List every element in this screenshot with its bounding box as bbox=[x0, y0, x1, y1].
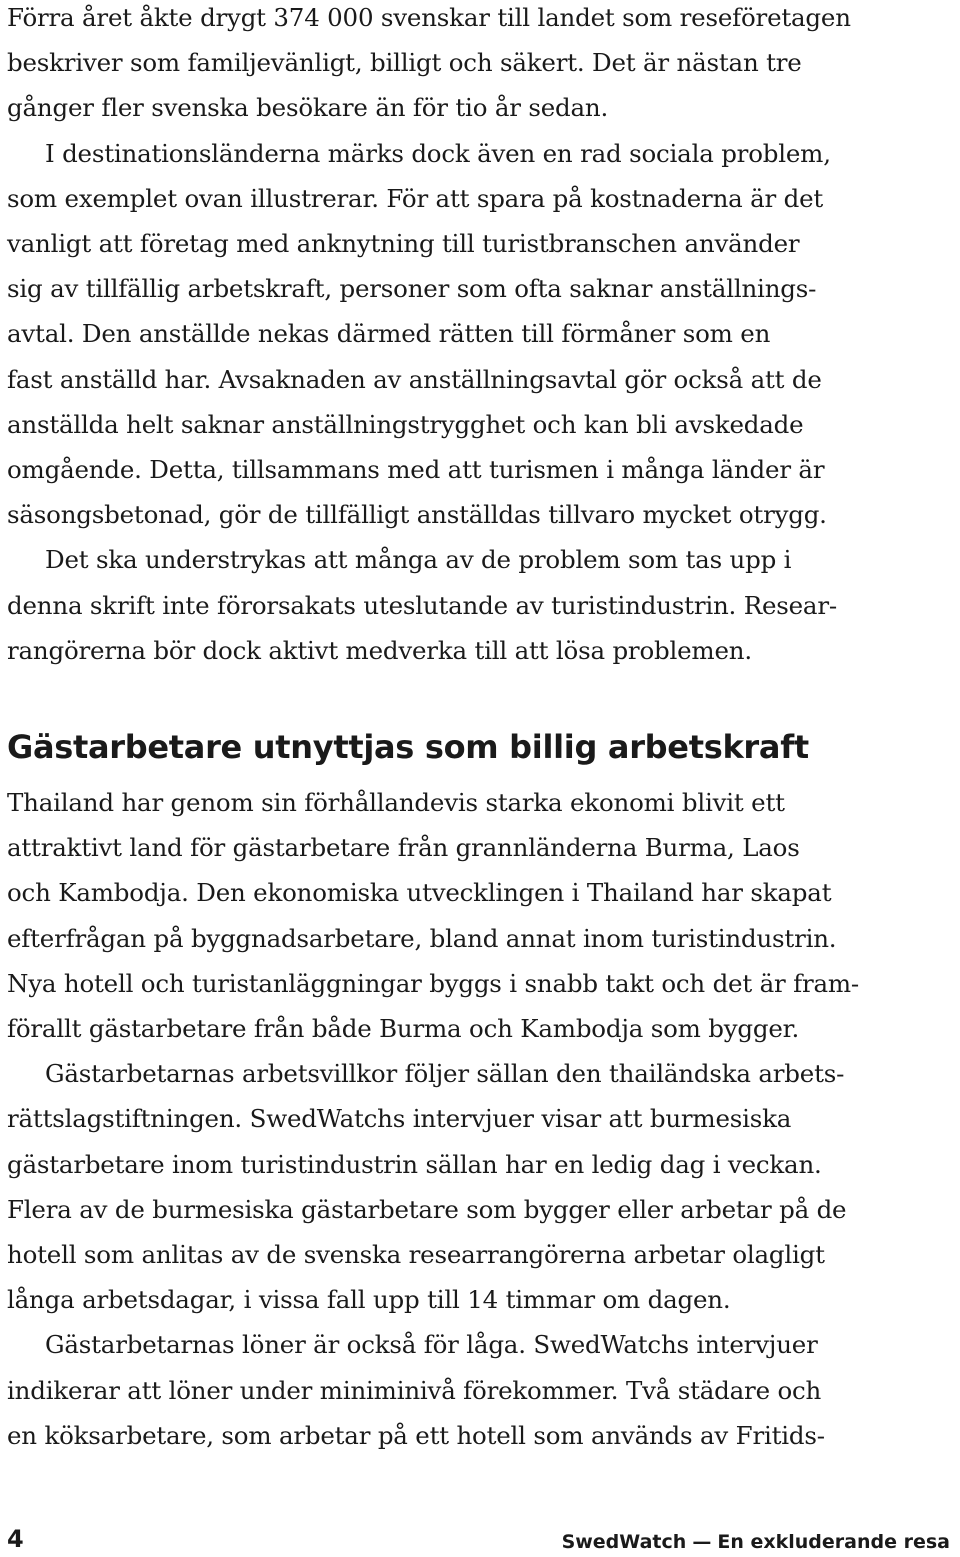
text-line: indikerar att löner under miniminivå förekommer. Två städare och bbox=[7, 1375, 822, 1405]
text-line: rättslagstiftningen. SwedWatchs intervjuer visar att burmesiska bbox=[7, 1104, 792, 1134]
text-line: rangörerna bör dock aktivt medverka till att lösa problemen. bbox=[7, 635, 752, 665]
page-number: 4 bbox=[7, 1525, 24, 1553]
paragraph bbox=[7, 537, 947, 673]
guest-workers-section bbox=[7, 780, 947, 1458]
text-line: vanligt att företag med anknytning till turistbranschen använder bbox=[7, 229, 800, 259]
text-line: säsongsbetonad, gör de tillfälligt anställdas tillvaro mycket otrygg. bbox=[7, 500, 827, 530]
intro-section bbox=[7, 0, 947, 673]
text-line: Gästarbetarnas löner är också för låga. SwedWatchs intervjuer bbox=[45, 1330, 818, 1360]
text-line: fast anställd har. Avsaknaden av anställningsavtal gör också att de bbox=[7, 364, 822, 394]
paragraph bbox=[7, 780, 947, 1051]
text-line: förallt gästarbetare från både Burma och Kambodja som bygger. bbox=[7, 1014, 800, 1044]
footer-dash: — bbox=[692, 1531, 712, 1553]
text-line: Nya hotell och turistanläggningar byggs i snabb takt och det är fram- bbox=[7, 968, 859, 998]
text-line: omgående. Detta, tillsammans med att turismen i många länder är bbox=[7, 455, 825, 485]
text-line: Gästarbetarnas arbetsvillkor följer sällan den thailändska arbets- bbox=[45, 1059, 845, 1089]
paragraph bbox=[7, 1051, 947, 1322]
paragraph bbox=[7, 1322, 947, 1458]
section-heading: Gästarbetare utnyttjas som billig arbetskraft bbox=[7, 728, 809, 766]
footer-brand: SwedWatch bbox=[561, 1531, 687, 1553]
text-line: sig av tillfällig arbetskraft, personer som ofta saknar anställnings- bbox=[7, 274, 817, 304]
text-line: en köksarbetare, som arbetar på ett hotell som används av Fritids- bbox=[7, 1420, 825, 1450]
paragraph bbox=[7, 131, 947, 538]
text-line: beskriver som familjevänligt, billigt och säkert. Det är nästan tre bbox=[7, 48, 802, 78]
text-line: attraktivt land för gästarbetare från grannländerna Burma, Laos bbox=[7, 833, 800, 863]
text-line: långa arbetsdagar, i vissa fall upp till 14 timmar om dagen. bbox=[7, 1285, 731, 1315]
text-line: Flera av de burmesiska gästarbetare som bygger eller arbetar på de bbox=[7, 1194, 847, 1224]
text-line: Det ska understrykas att många av de problem som tas upp i bbox=[45, 545, 792, 575]
text-line: denna skrift inte förorsakats uteslutande av turistindustrin. Resear- bbox=[7, 590, 837, 620]
text-line: anställda helt saknar anställningstrygghet och kan bli avskedade bbox=[7, 409, 804, 439]
text-line: gånger fler svenska besökare än för tio år sedan. bbox=[7, 93, 609, 123]
running-footer bbox=[562, 1530, 950, 1554]
text-line: hotell som anlitas av de svenska researrangörerna arbetar olagligt bbox=[7, 1240, 825, 1270]
text-line: avtal. Den anställde nekas därmed rätten till förmåner som en bbox=[7, 319, 771, 349]
footer-publication-title: En exkluderande resa bbox=[717, 1531, 950, 1553]
text-line: och Kambodja. Den ekonomiska utvecklingen i Thailand har skapat bbox=[7, 878, 832, 908]
text-line: Thailand har genom sin förhållandevis starka ekonomi blivit ett bbox=[7, 788, 785, 817]
text-line: I destinationsländerna märks dock även en rad sociala problem, bbox=[45, 138, 831, 168]
text-line: Förra året åkte drygt 374 000 svenskar till landet som reseföretagen bbox=[7, 3, 851, 32]
text-line: som exemplet ovan illustrerar. För att spara på kostnaderna är det bbox=[7, 183, 824, 213]
paragraph bbox=[7, 0, 947, 131]
text-line: gästarbetare inom turistindustrin sällan har en ledig dag i veckan. bbox=[7, 1149, 822, 1179]
text-line: efterfrågan på byggnadsarbetare, bland annat inom turistindustrin. bbox=[7, 923, 837, 953]
